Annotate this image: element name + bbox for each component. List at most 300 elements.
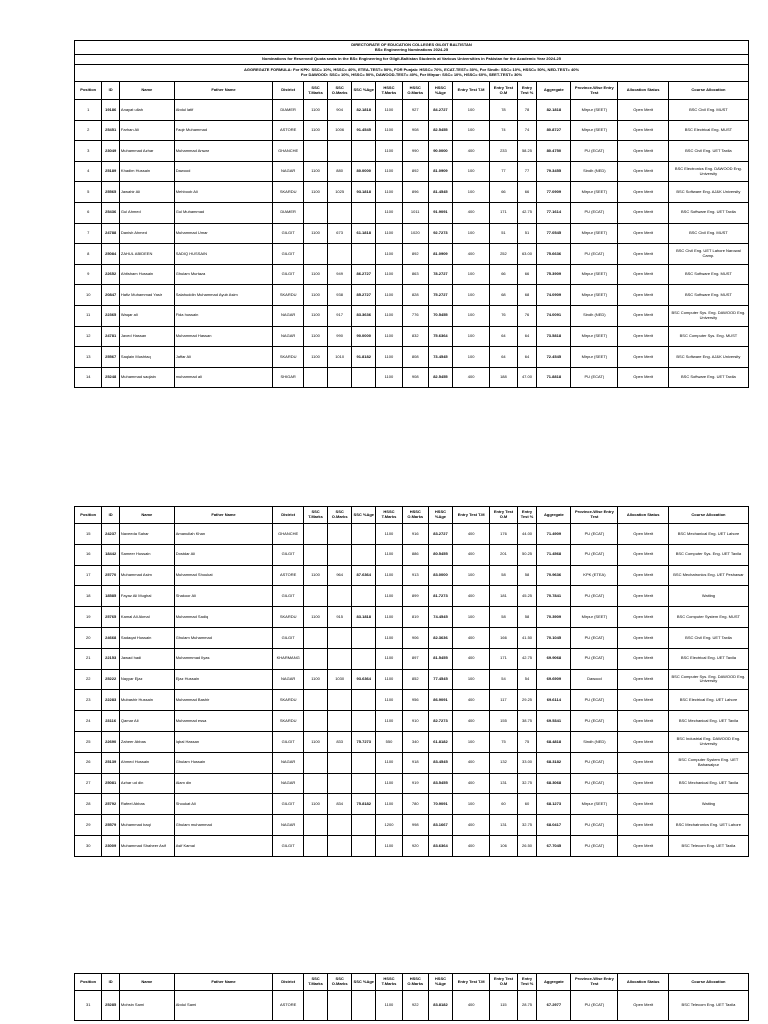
table-row <box>75 835 749 856</box>
cell-aggregate: 70.1045 <box>537 627 571 648</box>
cell-hssc-total-marks: 1100 <box>376 794 402 815</box>
cell-hssc-percentage: 70.5455 <box>428 305 452 326</box>
cell-allocation-status: Open Merit <box>618 244 668 265</box>
cell-hssc-obtained-marks: 918 <box>402 752 428 773</box>
table-row <box>75 285 749 306</box>
cell-district: SKARDU <box>273 182 304 203</box>
cell-father-name: SADIQ HUSSAIN <box>174 244 273 265</box>
cell-district: GILGIT <box>273 627 304 648</box>
header-hssc-percentage: HSSC %Age <box>428 507 452 524</box>
cell-hssc-percentage: 61.8182 <box>428 731 452 752</box>
cell-hssc-percentage: 83.8182 <box>428 991 452 1021</box>
header-aggregate: Aggregate <box>537 507 571 524</box>
cell-hssc-total-marks: 1100 <box>376 690 402 711</box>
cell-position: 28 <box>75 794 102 815</box>
cell-aggregate: 77.0545 <box>537 223 571 244</box>
cell-entry-test-obtained: 171 <box>490 202 517 223</box>
cell-ssc-obtained-marks <box>328 991 352 1021</box>
cell-ssc-percentage: 75.7273 <box>352 731 376 752</box>
cell-ssc-obtained-marks <box>328 586 352 607</box>
header-student-id: ID <box>102 974 120 991</box>
cell-hssc-obtained-marks: 852 <box>402 669 428 690</box>
cell-province-entry-test: Mirpur (SEET) <box>571 100 618 121</box>
cell-hssc-percentage: 70.9091 <box>428 794 452 815</box>
cell-hssc-total-marks: 1100 <box>376 141 402 162</box>
cell-hssc-percentage: 82.5455 <box>428 120 452 141</box>
cell-ssc-total-marks: 1100 <box>304 794 328 815</box>
cell-student-id: 22153 <box>102 648 120 669</box>
cell-hssc-percentage: 86.9091 <box>428 690 452 711</box>
cell-hssc-total-marks: 1100 <box>376 100 402 121</box>
cell-hssc-percentage: 83.0000 <box>428 565 452 586</box>
cell-entry-test-percentage: 68 <box>517 285 537 306</box>
cell-entry-test-percentage: 75 <box>517 731 537 752</box>
table-row <box>75 815 749 836</box>
cell-hssc-total-marks: 1100 <box>376 347 402 368</box>
cell-district: NAGAR <box>273 773 304 794</box>
cell-allocation-status: Open Merit <box>618 991 668 1021</box>
cell-hssc-percentage: 83.5455 <box>428 773 452 794</box>
cell-father-name: Jaffar Ali <box>174 347 273 368</box>
cell-hssc-total-marks: 1100 <box>376 264 402 285</box>
cell-district: SKARDU <box>273 347 304 368</box>
header-ssc-percentage: SSC %Age <box>352 82 376 100</box>
cell-district: ASTORE <box>273 991 304 1021</box>
cell-entry-test-percentage: 63.00 <box>517 244 537 265</box>
cell-entry-test-percentage: 33.00 <box>517 752 537 773</box>
cell-student-name: ZAHUL ABIDEEN <box>119 244 174 265</box>
column-header-row <box>75 507 749 524</box>
cell-district: GILGIT <box>273 586 304 607</box>
cell-aggregate: 82.1818 <box>537 100 571 121</box>
cell-ssc-total-marks: 1100 <box>304 565 328 586</box>
cell-entry-test-obtained: 77 <box>490 161 517 182</box>
cell-hssc-obtained-marks: 956 <box>402 690 428 711</box>
cell-student-name: Qamar Ali <box>119 711 174 732</box>
cell-father-name: Abdul Sami <box>174 991 273 1021</box>
cell-province-entry-test: Sindh (NED) <box>571 161 618 182</box>
cell-student-name: Mubashir Hussain <box>119 690 174 711</box>
cell-allocation-status: Open Merit <box>618 326 668 347</box>
header-entry-test-total: Entry Test T.M <box>452 82 489 100</box>
cell-position: 12 <box>75 326 102 347</box>
header-entry-test-obtained: Entry Test O.M <box>490 82 517 100</box>
cell-ssc-obtained-marks <box>328 815 352 836</box>
cell-entry-test-percentage: 58 <box>517 607 537 628</box>
cell-ssc-percentage <box>352 711 376 732</box>
header-entry-test-obtained: Entry Test O.M <box>490 507 517 524</box>
cell-allocation-status: Open Merit <box>618 544 668 565</box>
cell-position: 19 <box>75 607 102 628</box>
header-province-entry-test: Province-Wise Entry Test <box>571 507 618 524</box>
header-province-entry-test: Province-Wise Entry Test <box>571 974 618 991</box>
cell-ssc-obtained-marks: 1006 <box>328 120 352 141</box>
cell-hssc-obtained-marks: 913 <box>402 565 428 586</box>
cell-father-name: Abdul latif <box>174 100 273 121</box>
cell-hssc-obtained-marks: 832 <box>402 326 428 347</box>
cell-course-allocation: Waiting <box>668 794 748 815</box>
cell-aggregate: 71.4568 <box>537 544 571 565</box>
cell-province-entry-test: PU (ECAT) <box>571 586 618 607</box>
cell-hssc-obtained-marks: 863 <box>402 264 428 285</box>
cell-father-name: Shoukat Ali <box>174 794 273 815</box>
cell-entry-test-obtained: 66 <box>490 264 517 285</box>
cell-allocation-status: Open Merit <box>618 285 668 306</box>
cell-province-entry-test: Mirpur (SEET) <box>571 120 618 141</box>
cell-entry-test-obtained: 201 <box>490 544 517 565</box>
cell-hssc-total-marks: 1100 <box>376 524 402 545</box>
cell-ssc-percentage <box>352 690 376 711</box>
cell-ssc-percentage <box>352 202 376 223</box>
cell-aggregate: 68.4818 <box>537 731 571 752</box>
table-row <box>75 690 749 711</box>
cell-student-id: 25436 <box>102 202 120 223</box>
cell-district: GILGIT <box>273 731 304 752</box>
cell-entry-test-total: 400 <box>453 835 490 856</box>
cell-entry-test-total: 100 <box>453 794 490 815</box>
cell-province-entry-test: PU (ECAT) <box>571 991 618 1021</box>
cell-ssc-obtained-marks: 904 <box>328 100 352 121</box>
cell-entry-test-obtained: 155 <box>490 711 517 732</box>
cell-entry-test-percentage: 29.25 <box>517 690 537 711</box>
nominations-table-page-2 <box>74 506 749 857</box>
cell-student-id: 25451 <box>102 120 120 141</box>
cell-student-id: 19186 <box>102 100 120 121</box>
table-row <box>75 731 749 752</box>
header-ssc-total-marks: SSC T.Marks <box>304 82 328 100</box>
cell-allocation-status: Open Merit <box>618 752 668 773</box>
cell-father-name: Amanullah Khan <box>174 524 273 545</box>
cell-position: 11 <box>75 305 102 326</box>
cell-hssc-obtained-marks: 892 <box>402 244 428 265</box>
cell-ssc-percentage: 85.2727 <box>352 285 376 306</box>
cell-student-name: Mohsin Sami <box>119 991 174 1021</box>
cell-hssc-percentage: 81.4545 <box>428 182 452 203</box>
cell-entry-test-percentage: 66 <box>517 264 537 285</box>
cell-province-entry-test: KPK (ETEA) <box>571 565 618 586</box>
cell-ssc-percentage: 82.1818 <box>352 100 376 121</box>
cell-hssc-obtained-marks: 920 <box>402 835 428 856</box>
cell-ssc-obtained-marks: 833 <box>328 731 352 752</box>
cell-ssc-total-marks: 1100 <box>304 731 328 752</box>
cell-student-name: Sadaqat Hussain <box>119 627 174 648</box>
cell-position: 27 <box>75 773 102 794</box>
cell-aggregate: 73.5818 <box>537 326 571 347</box>
cell-father-name: Muhammad essa <box>174 711 273 732</box>
cell-hssc-obtained-marks: 919 <box>402 773 428 794</box>
cell-hssc-percentage: 81.0909 <box>428 161 452 182</box>
cell-entry-test-total: 100 <box>452 100 489 121</box>
cell-province-entry-test: Mirpur (SEET) <box>571 326 618 347</box>
cell-hssc-total-marks: 1100 <box>376 752 402 773</box>
cell-entry-test-obtained: 166 <box>490 627 517 648</box>
cell-student-name: Muhammad Shaheer Asif <box>119 835 174 856</box>
cell-position: 15 <box>75 524 102 545</box>
cell-entry-test-percentage: 41.50 <box>517 627 537 648</box>
cell-entry-test-total: 400 <box>453 711 490 732</box>
cell-district: SHIGAR <box>273 367 304 388</box>
header-allocation-status: Allocation Status <box>618 974 668 991</box>
cell-father-name: Muhammad Sadiq <box>174 607 273 628</box>
cell-province-entry-test: PU (ECAT) <box>571 711 618 732</box>
cell-province-entry-test: PU (ECAT) <box>571 835 618 856</box>
cell-entry-test-percentage: 47.00 <box>517 367 537 388</box>
cell-student-id: 24788 <box>102 223 120 244</box>
cell-district: NAGAR <box>273 305 304 326</box>
table-row <box>75 305 749 326</box>
cell-hssc-total-marks: 1100 <box>376 544 402 565</box>
cell-allocation-status: Open Merit <box>618 711 668 732</box>
cell-student-id: 25139 <box>102 752 120 773</box>
cell-father-name: Muhammmad Ilyas <box>174 648 273 669</box>
cell-hssc-percentage: 83.6364 <box>428 835 452 856</box>
cell-father-name: Muhammad Shoukat <box>174 565 273 586</box>
cell-student-name: Zaheer Abbas <box>119 731 174 752</box>
cell-ssc-obtained-marks <box>328 202 352 223</box>
cell-entry-test-percentage: 28.75 <box>517 991 537 1021</box>
cell-province-entry-test: Sindh (NED) <box>571 731 618 752</box>
nominations-table-page-1 <box>74 40 749 388</box>
cell-province-entry-test: PU (ECAT) <box>571 690 618 711</box>
cell-position: 6 <box>75 202 102 223</box>
cell-student-name: Jawad hadi <box>119 648 174 669</box>
cell-ssc-total-marks <box>304 648 328 669</box>
cell-hssc-obtained-marks: 922 <box>402 991 428 1021</box>
cell-hssc-obtained-marks: 908 <box>402 120 428 141</box>
cell-student-id: 23116 <box>102 711 120 732</box>
cell-aggregate: 70.3909 <box>537 607 571 628</box>
header-entry-test-percentage: Entry Test % <box>517 507 537 524</box>
cell-ssc-percentage <box>352 773 376 794</box>
cell-entry-test-obtained: 58 <box>490 565 517 586</box>
cell-entry-test-total: 400 <box>453 991 490 1021</box>
cell-ssc-obtained-marks <box>328 544 352 565</box>
cell-student-name: Azhar ud din <box>119 773 174 794</box>
cell-course-allocation: BSC Mechatronics Eng. UET Peshawar <box>668 565 748 586</box>
cell-student-name: Fayaz Ali Mughal <box>119 586 174 607</box>
cell-district: NAGAR <box>273 326 304 347</box>
cell-province-entry-test: Mirpur (SEET) <box>571 794 618 815</box>
cell-hssc-total-marks: 1100 <box>376 565 402 586</box>
cell-position: 16 <box>75 544 102 565</box>
cell-position: 8 <box>75 244 102 265</box>
cell-hssc-total-marks: 1100 <box>376 627 402 648</box>
cell-aggregate: 69.6909 <box>537 669 571 690</box>
cell-entry-test-total: 100 <box>452 326 489 347</box>
cell-ssc-obtained-marks: 915 <box>328 607 352 628</box>
cell-entry-test-total: 400 <box>452 244 489 265</box>
cell-ssc-total-marks <box>304 711 328 732</box>
cell-course-allocation: BSC Industrial Eng. DAWOOD Eng. University <box>668 731 748 752</box>
cell-course-allocation: BSC Mechanical Eng. UET Lahore <box>668 524 748 545</box>
cell-ssc-total-marks: 1100 <box>304 347 328 368</box>
cell-student-name: Farhan Ali <box>119 120 174 141</box>
cell-position: 25 <box>75 731 102 752</box>
cell-hssc-obtained-marks: 808 <box>402 347 428 368</box>
cell-district: ASTORE <box>273 120 304 141</box>
cell-student-id: 25081 <box>102 773 120 794</box>
cell-hssc-percentage: 82.7273 <box>428 711 452 732</box>
header-father-name: Father Name <box>174 974 273 991</box>
aggregate-formula <box>75 65 749 82</box>
header-position: Position <box>75 507 102 524</box>
header-hssc-percentage: HSSC %Age <box>428 82 452 100</box>
cell-province-entry-test: PU (ECAT) <box>571 244 618 265</box>
cell-student-name: Muhammad Azhar <box>119 141 174 162</box>
cell-entry-test-obtained: 176 <box>490 524 517 545</box>
cell-hssc-obtained-marks: 886 <box>402 544 428 565</box>
cell-district: GILGIT <box>273 244 304 265</box>
cell-ssc-total-marks <box>304 586 328 607</box>
cell-aggregate: 71.4909 <box>537 524 571 545</box>
cell-district: GILGIT <box>273 223 304 244</box>
table-row <box>75 544 749 565</box>
cell-student-id: 25579 <box>102 815 120 836</box>
cell-province-entry-test: PU (ECAT) <box>571 141 618 162</box>
cell-entry-test-percentage: 38.75 <box>517 711 537 732</box>
header-ssc-obtained-marks: SSC O.Marks <box>328 82 352 100</box>
cell-ssc-total-marks: 1100 <box>304 100 328 121</box>
cell-entry-test-obtained: 58 <box>490 607 517 628</box>
cell-father-name: Mehboob Ali <box>174 182 273 203</box>
cell-allocation-status: Open Merit <box>618 347 668 368</box>
cell-ssc-obtained-marks: 673 <box>328 223 352 244</box>
cell-student-id: 22283 <box>102 690 120 711</box>
cell-entry-test-percentage: 60 <box>517 794 537 815</box>
cell-entry-test-total: 100 <box>452 223 489 244</box>
cell-district: NAGAR <box>273 669 304 690</box>
column-header-row <box>75 82 749 100</box>
cell-student-name: Jawahir Ali <box>119 182 174 203</box>
header-father-name: Father Name <box>174 507 273 524</box>
cell-ssc-total-marks: 1100 <box>304 223 328 244</box>
cell-position: 24 <box>75 711 102 732</box>
cell-ssc-total-marks <box>304 244 328 265</box>
cell-position: 5 <box>75 182 102 203</box>
cell-ssc-obtained-marks: 917 <box>328 305 352 326</box>
cell-student-id: 25084 <box>102 244 120 265</box>
header-hssc-obtained-marks: HSSC O.Marks <box>402 974 428 991</box>
cell-ssc-total-marks <box>304 141 328 162</box>
cell-course-allocation: BSC Software Eng. AJ&K University <box>668 347 748 368</box>
table-row <box>75 326 749 347</box>
cell-father-name: Dawood <box>174 161 273 182</box>
doc-description: Nominations for Reserved/ Quota seats in the BSc Engineering for Gilgit-Baltistan Students at Various Universities in Pakistan for the Academic Year 2024-25 <box>75 55 749 65</box>
cell-district: GILGIT <box>273 544 304 565</box>
cell-province-entry-test: PU (ECAT) <box>571 367 618 388</box>
cell-entry-test-obtained: 188 <box>490 367 517 388</box>
cell-entry-test-obtained: 75 <box>490 731 517 752</box>
cell-ssc-total-marks <box>304 991 328 1021</box>
cell-ssc-obtained-marks <box>328 627 352 648</box>
cell-position: 17 <box>75 565 102 586</box>
cell-hssc-total-marks: 1100 <box>376 773 402 794</box>
cell-ssc-percentage <box>352 544 376 565</box>
cell-entry-test-percentage: 51 <box>517 223 537 244</box>
cell-course-allocation: BSC Electrical Eng. UET Taxila <box>668 648 748 669</box>
cell-position: 9 <box>75 264 102 285</box>
header-district: District <box>273 974 304 991</box>
header-entry-test-total: Entry Test T.M <box>453 507 490 524</box>
cell-ssc-obtained-marks <box>328 711 352 732</box>
table-row <box>75 141 749 162</box>
cell-course-allocation: BSC Software Eng. MUST <box>668 285 748 306</box>
cell-hssc-total-marks: 1100 <box>376 182 402 203</box>
cell-ssc-percentage <box>352 367 376 388</box>
cell-district: SKARDU <box>273 285 304 306</box>
table-row <box>75 223 749 244</box>
cell-ssc-percentage <box>352 524 376 545</box>
cell-hssc-obtained-marks: 828 <box>402 285 428 306</box>
cell-hssc-total-marks: 1100 <box>376 202 402 223</box>
cell-hssc-total-marks: 1100 <box>376 326 402 347</box>
cell-entry-test-obtained: 76 <box>490 305 517 326</box>
header-student-name: Name <box>119 507 174 524</box>
cell-hssc-obtained-marks: 896 <box>402 182 428 203</box>
cell-entry-test-total: 400 <box>453 773 490 794</box>
cell-allocation-status: Open Merit <box>618 835 668 856</box>
cell-entry-test-percentage: 42.75 <box>517 202 537 223</box>
cell-position: 1 <box>75 100 102 121</box>
cell-entry-test-obtained: 117 <box>490 690 517 711</box>
cell-ssc-obtained-marks: 1030 <box>328 669 352 690</box>
cell-district: NAGAR <box>273 752 304 773</box>
cell-ssc-percentage: 93.6364 <box>352 669 376 690</box>
cell-father-name: Ghulam Hussain <box>174 752 273 773</box>
cell-district: NAGAR <box>273 161 304 182</box>
cell-hssc-percentage: 83.1667 <box>428 815 452 836</box>
cell-hssc-total-marks: 1100 <box>376 305 402 326</box>
cell-student-name: Rafeel Abbas <box>119 794 174 815</box>
cell-father-name: Muhammad Anwar <box>174 141 273 162</box>
cell-hssc-obtained-marks: 340 <box>402 731 428 752</box>
cell-hssc-obtained-marks: 776 <box>402 305 428 326</box>
cell-hssc-percentage: 82.5455 <box>428 367 452 388</box>
formula-line-1: AGGREGATE FORMULA: For KPK: SSC= 10%, HSSC= 40%, ETEA-TEST= 50%, FOR Punjab: HSSC= 70%, ECAT-TEST= 30%, For Sindh: SSC= 10%, HSSC= 50%, NED-TEST= 40% <box>243 67 580 73</box>
cell-student-name: Gul Ahmed <box>119 202 174 223</box>
cell-entry-test-percentage: 50.25 <box>517 544 537 565</box>
cell-hssc-obtained-marks: 1011 <box>402 202 428 223</box>
doc-title: DIRECTORATE OF EDUCATION COLLEGES GILGIT BALTISTAN <box>351 41 472 47</box>
cell-student-id: 22690 <box>102 731 120 752</box>
cell-ssc-total-marks: 1100 <box>304 285 328 306</box>
cell-ssc-obtained-marks: 834 <box>328 794 352 815</box>
cell-course-allocation: BSC Computer System Eng. UET Bahawalpur <box>668 752 748 773</box>
header-aggregate: Aggregate <box>537 974 571 991</box>
cell-hssc-total-marks: 1100 <box>376 991 402 1021</box>
header-entry-test-total: Entry Test T.M <box>453 974 490 991</box>
cell-district: NAGAR <box>273 815 304 836</box>
cell-allocation-status: Open Merit <box>618 100 668 121</box>
cell-father-name: Salahuddin Muhammad Ayub Asim <box>174 285 273 306</box>
cell-student-id: 18442 <box>102 544 120 565</box>
cell-hssc-percentage: 84.2727 <box>428 100 452 121</box>
header-ssc-percentage: SSC %Age <box>352 974 376 991</box>
cell-entry-test-percentage: 32.75 <box>517 815 537 836</box>
table-row <box>75 607 749 628</box>
cell-allocation-status: Open Merit <box>618 120 668 141</box>
cell-hssc-total-marks: 1200 <box>376 815 402 836</box>
cell-course-allocation: BSC Computer Sys. Eng. DAWOOD Eng. University <box>668 669 748 690</box>
cell-father-name: Alam din <box>174 773 273 794</box>
cell-student-name: Saqlain Mushtaq <box>119 347 174 368</box>
cell-entry-test-obtained: 106 <box>490 835 517 856</box>
cell-district: KHARMANG <box>273 648 304 669</box>
cell-hssc-obtained-marks: 908 <box>402 367 428 388</box>
cell-ssc-obtained-marks: 949 <box>328 264 352 285</box>
cell-entry-test-obtained: 64 <box>490 347 517 368</box>
cell-allocation-status: Open Merit <box>618 607 668 628</box>
